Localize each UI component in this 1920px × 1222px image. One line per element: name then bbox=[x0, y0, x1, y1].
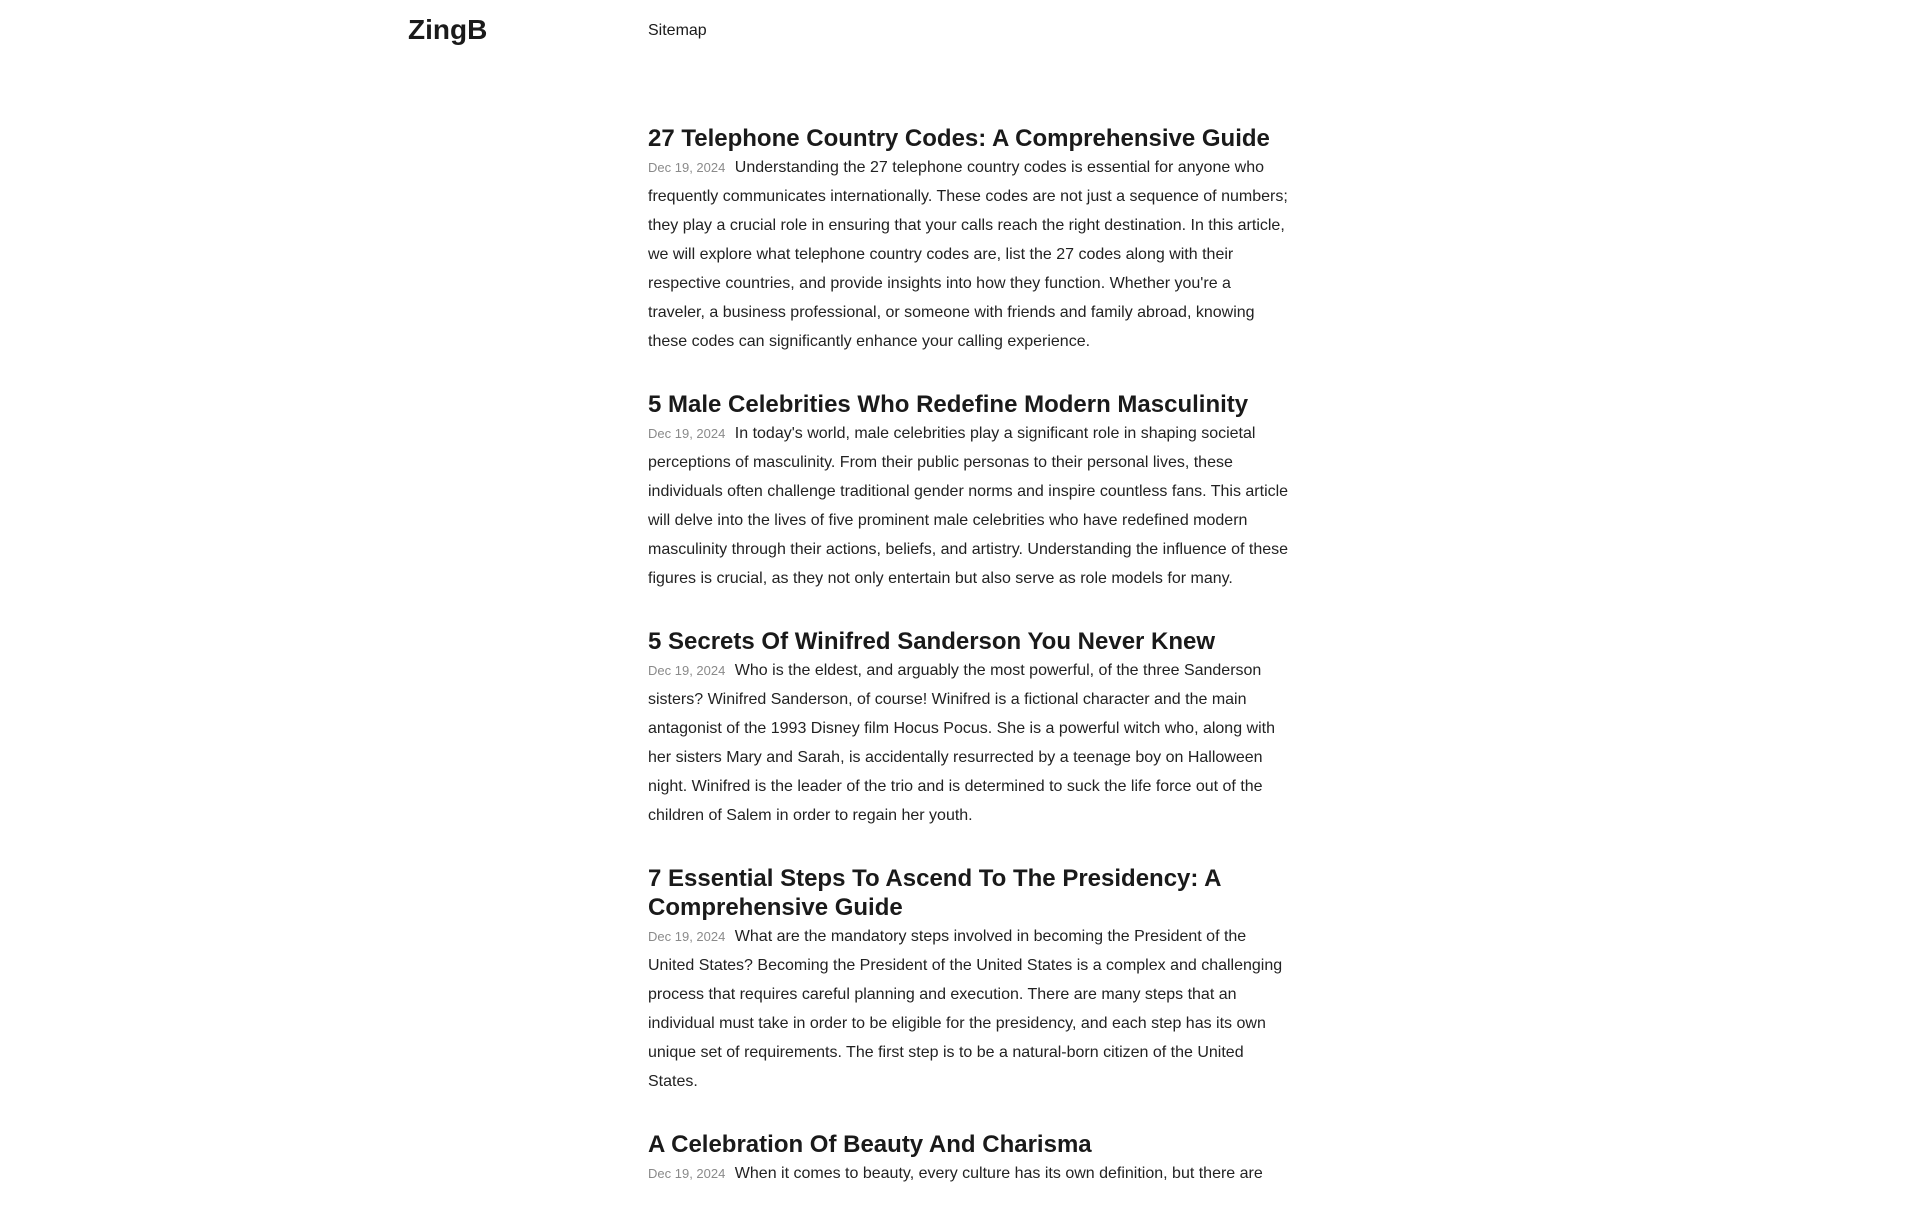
post-list bbox=[648, 124, 1290, 1222]
post-date: Dec 19, 2024 bbox=[648, 663, 726, 678]
site-header bbox=[0, 0, 1920, 60]
post-title bbox=[648, 864, 1290, 922]
post-title-link[interactable]: 7 Essential Steps To Ascend To The Presidency: A Comprehensive Guide bbox=[648, 865, 1221, 921]
post-excerpt: Who is the eldest, and arguably the most powerful, of the three Sanderson sisters? Winifred Sanderson, of course! Winifred is a fictional character and the main antagonist of the 1993 Disney film Hocus Pocus. She is a powerful witch who, along with her sisters Mary and Sarah, is accidentally resurrected by a teenage boy on Halloween night. Winifred is the leader of the trio and is determined to suck the life force out of the children of Salem in order to regain her youth. bbox=[648, 662, 1275, 824]
post-excerpt-block bbox=[648, 656, 1290, 830]
post-item bbox=[648, 124, 1290, 356]
post-item bbox=[648, 864, 1290, 1096]
post-title bbox=[648, 1130, 1290, 1159]
post-title bbox=[648, 627, 1290, 656]
post-date: Dec 19, 2024 bbox=[648, 426, 726, 441]
post-excerpt: Understanding the 27 telephone country codes is essential for anyone who frequently communicates internationally. These codes are not just a sequence of numbers; they play a crucial role in ensuring that your calls reach the right destination. In this article, we will explore what telephone country codes are, list the 27 codes along with their respective countries, and provide insights into how they function. Whether you're a traveler, a business professional, or someone with friends and family abroad, knowing these codes can significantly enhance your calling experience. bbox=[648, 159, 1288, 350]
post-excerpt: In today's world, male celebrities play a significant role in shaping societal perceptions of masculinity. From their public personas to their personal lives, these individuals often challenge traditional gender norms and inspire countless fans. This article will delve into the lives of five prominent male celebrities who have redefined modern masculinity through their actions, beliefs, and artistry. Understanding the influence of these figures is crucial, as they not only entertain but also serve as role models for many. bbox=[648, 425, 1289, 587]
site-logo-link[interactable]: ZingB bbox=[408, 14, 488, 45]
post-title-link[interactable]: A Celebration Of Beauty And Charisma bbox=[648, 1131, 1092, 1158]
post-date: Dec 19, 2024 bbox=[648, 929, 726, 944]
post-excerpt-block bbox=[648, 1159, 1290, 1188]
post-excerpt: What are the mandatory steps involved in becoming the President of the United States? Becoming the President of the United States is a complex and challenging process that requires careful planning and execution. There are many steps that an individual must take in order to be eligible for the presidency, and each step has its own unique set of requirements. The first step is to be a natural-born citizen of the United States. bbox=[648, 928, 1283, 1090]
post-item bbox=[648, 390, 1290, 593]
post-excerpt-block bbox=[648, 922, 1290, 1096]
post-title bbox=[648, 124, 1290, 153]
nav-link-sitemap[interactable]: Sitemap bbox=[648, 22, 707, 39]
post-title-link[interactable]: 27 Telephone Country Codes: A Comprehensive Guide bbox=[648, 125, 1270, 152]
post-item bbox=[648, 1130, 1290, 1188]
post-title-link[interactable]: 5 Male Celebrities Who Redefine Modern Masculinity bbox=[648, 391, 1249, 418]
post-date: Dec 19, 2024 bbox=[648, 160, 726, 175]
post-title bbox=[648, 390, 1290, 419]
post-date: Dec 19, 2024 bbox=[648, 1166, 726, 1181]
post-item bbox=[648, 627, 1290, 830]
post-excerpt-block bbox=[648, 419, 1290, 593]
main-nav bbox=[648, 21, 707, 41]
post-excerpt-block bbox=[648, 153, 1290, 356]
post-title-link[interactable]: 5 Secrets Of Winifred Sanderson You Never Knew bbox=[648, 628, 1216, 655]
post-excerpt: When it comes to beauty, every culture has its own definition, but there are bbox=[734, 1165, 1263, 1182]
